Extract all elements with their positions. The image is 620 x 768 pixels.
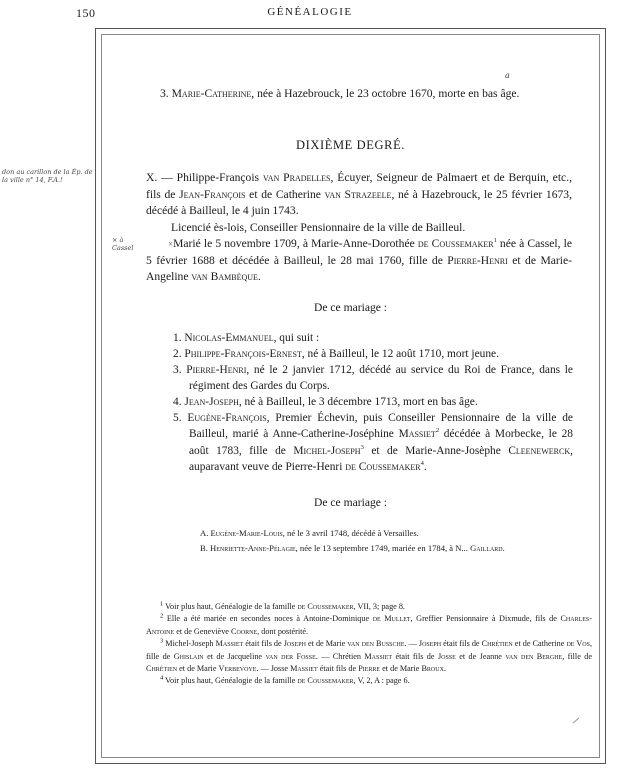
grandchild-item	[200, 527, 580, 540]
child-name: Pierre-Henri	[186, 364, 247, 376]
footnote-text: , fille de	[146, 639, 592, 661]
footnote-text: . — Chrétien	[315, 651, 365, 661]
child-number: 4.	[173, 396, 182, 408]
footnote-number: 4	[160, 674, 164, 682]
surname: van Strazeele	[324, 187, 392, 201]
entry-number: 3.	[160, 87, 169, 100]
child-text: , né à Bailleul, le 3 décembre 1713, mort en bas âge.	[238, 396, 478, 408]
footnote-text: et de Catherine	[512, 639, 567, 649]
person-name: Josse	[437, 651, 456, 661]
child-text: , auparavant veuve de Pierre-Henri	[189, 444, 573, 473]
office-line: Licencié ès-lois, Conseiller Pensionnaire de la ville de Bailleul.	[171, 221, 466, 234]
child-text: et de Marie-Anne-Josèphe	[363, 444, 509, 457]
footnote-number: 1	[160, 600, 164, 608]
surname: de Coussemaker	[297, 602, 354, 611]
surname: van Bambèque	[191, 270, 258, 283]
child-name: Eugène-François	[187, 412, 267, 424]
text-run: Marié le 5 novembre 1709, à Marie-Anne-Dorothée	[173, 237, 418, 250]
child-number: 3.	[173, 364, 182, 376]
child-item	[173, 410, 573, 475]
surname: de Coussemaker	[297, 676, 354, 686]
footnote-ref: 4	[420, 460, 424, 468]
text-run: X. — Philippe-François	[146, 171, 263, 184]
child-item	[173, 394, 573, 410]
footnote-text: était fils de	[392, 651, 438, 661]
surname: de Vos	[566, 639, 590, 649]
child-name: Philippe-François-Ernest	[184, 348, 302, 360]
insert-mark: ×	[168, 239, 174, 249]
grandchild-letter: B.	[200, 543, 208, 553]
handwritten-corner-mark: a	[505, 71, 510, 80]
footnote-text: , dont postérité.	[257, 626, 309, 636]
footnote-text: était fils de	[317, 664, 359, 674]
footnote-text: et de Jeanne	[455, 651, 506, 661]
grandchild-name: Henriette-Anne-Pélagie	[210, 543, 296, 553]
surname: Massiet	[290, 664, 318, 674]
child-number: 2.	[173, 348, 182, 360]
child-item	[173, 330, 573, 346]
text-run: .	[257, 270, 261, 283]
footnote-number: 3	[160, 637, 164, 645]
footnote	[146, 638, 592, 675]
grandchild-text: , née le 13 septembre 1749, mariée en 1784, à N...	[295, 543, 471, 553]
footnote-ref: 2	[435, 427, 440, 435]
footnote-text: Voir plus haut, Généalogie de la famille	[163, 602, 298, 611]
child-text: , né le 2 janvier 1712, décédé au service du Roi de France, dans le régiment des Gardes du Corps.	[189, 364, 573, 393]
child-name: Nicolas-Emmanuel	[184, 332, 274, 344]
footnote-text: .	[443, 664, 446, 674]
footnote-text: et de Geneviève	[174, 626, 231, 636]
footnote-text: et de Jacqueline	[203, 651, 266, 661]
footnote	[146, 613, 592, 638]
surname: de Coussemaker	[345, 460, 421, 473]
child-name: Jean-Joseph	[184, 396, 239, 408]
page-header	[0, 6, 620, 26]
footnote	[146, 675, 592, 687]
person-name: Michel-Joseph	[293, 444, 361, 457]
running-title: GÉNÉALOGIE	[267, 6, 353, 18]
surname: van der Fosse	[265, 651, 316, 661]
child-number: 1.	[173, 332, 182, 344]
surname: Gaillard	[470, 543, 503, 553]
surname: Verbevoye	[218, 664, 257, 674]
footnote-text: . —	[404, 639, 419, 649]
grandchild-letter: A.	[200, 528, 209, 538]
footnote-number: 2	[160, 612, 164, 620]
footnote-text: et de Marie	[305, 639, 348, 649]
surname: Massiet	[215, 639, 244, 649]
text-run: , né à Hazebrouck, le 25 février 1673, décédé à Bailleul, le 4 juin 1743.	[146, 187, 572, 217]
grandchild-text: , né le 3 avril 1748, décédé à Versailles.	[282, 528, 419, 538]
handwritten-margin-note: don au carillon de la Ép. de la ville n° 14, F.A.!	[2, 168, 93, 184]
footnote-text: , fille de	[562, 651, 592, 661]
child-item	[173, 346, 573, 362]
footnote-text: . — Josse	[256, 664, 291, 674]
text-run: et de Catherine	[245, 187, 325, 201]
person-name: Chrétien	[146, 664, 178, 674]
footnote-ref: 1	[493, 237, 497, 245]
text-run: , Écuyer, Seigneur de Palmaert et de Berquin, etc., fils de	[146, 171, 572, 201]
person-name: Pierre-Henri	[447, 253, 508, 267]
person-name: Joseph	[418, 639, 442, 649]
marriage-heading-2: De ce mariage :	[313, 496, 388, 509]
footnote-text: Voir plus haut, Généalogie de la famille	[163, 676, 298, 686]
surname: Massiet	[398, 428, 436, 441]
text-run: née à Cassel, le 5 février 1688 et décédée à Bailleul, le 28 mai 1760, fille de	[146, 237, 572, 267]
entry-name: Marie-Catherine	[171, 87, 252, 100]
surname: van Pradelles	[262, 171, 331, 184]
person-name: Ghislain	[173, 651, 204, 661]
footnotes	[146, 601, 592, 688]
footnote-text: , Greffier Pensionnaire à Dixmude, fils de	[410, 614, 561, 624]
entry-text: , née à Hazebrouck, le 23 octobre 1670, morte en bas âge.	[251, 87, 520, 100]
footnote-text: Elle a été mariée en secondes noces à Antoine-Dominique	[163, 614, 373, 624]
child-text: , né à Bailleul, le 12 août 1710, mort jeune.	[301, 348, 499, 360]
child-text: .	[423, 460, 427, 473]
marriage-paragraph	[146, 236, 572, 286]
child-text: décédée à Morbecke, le 28 août 1783, fille de	[189, 428, 573, 457]
main-person-paragraph	[146, 170, 572, 220]
child-text: , qui suit :	[273, 332, 320, 344]
child-text: , Premier Échevin, puis Conseiller Pensionnaire de la ville de Bailleul, marié à Anne-Catherine-Joséphine	[189, 412, 573, 441]
grandchild-item	[200, 542, 580, 555]
surname: van den Bussche	[347, 639, 405, 649]
person-name: Joseph	[283, 639, 306, 649]
surname: Cleenewerck	[508, 444, 571, 457]
footnote-text: et de Marie	[177, 664, 219, 674]
grandchild-text: .	[502, 543, 505, 553]
handwritten-margin-note-cassel: × à Cassel	[112, 236, 134, 252]
person-name: Charles-Antoine	[146, 614, 592, 636]
surname: de Mullet	[372, 614, 411, 624]
text-run: et de Marie-Angeline	[146, 253, 572, 283]
footnote-text: et de Marie	[380, 664, 422, 674]
footnote	[146, 601, 592, 613]
footnote-text: était fils de	[441, 639, 482, 649]
degree-heading: DIXIÈME DEGRÉ.	[295, 138, 406, 152]
person-name: Jean-François	[179, 187, 246, 201]
surname: van den Berghe	[505, 651, 563, 661]
page-number: 150	[76, 6, 96, 20]
surname: de Coussemaker	[417, 237, 494, 250]
surname: Massiet	[364, 651, 393, 661]
footnote-text: , VII, 3; page 8.	[353, 602, 405, 611]
surname: Coorne	[230, 626, 258, 636]
footnote-text: était fils de	[243, 639, 284, 649]
person-name: Pierre	[358, 664, 381, 674]
footnote-text: , V, 2, A : page 6.	[353, 676, 410, 686]
footnote-text: Michel-Joseph	[163, 639, 216, 649]
child-number: 5.	[173, 412, 182, 424]
entry-3	[160, 86, 576, 103]
child-item	[173, 362, 573, 395]
grandchild-name: Eugène-Marie-Louis	[210, 528, 283, 538]
surname: Broux	[421, 664, 444, 674]
person-name: Chrétien	[481, 639, 513, 649]
marriage-heading-1: De ce mariage :	[313, 301, 388, 314]
footnote-ref: 3	[360, 443, 364, 451]
